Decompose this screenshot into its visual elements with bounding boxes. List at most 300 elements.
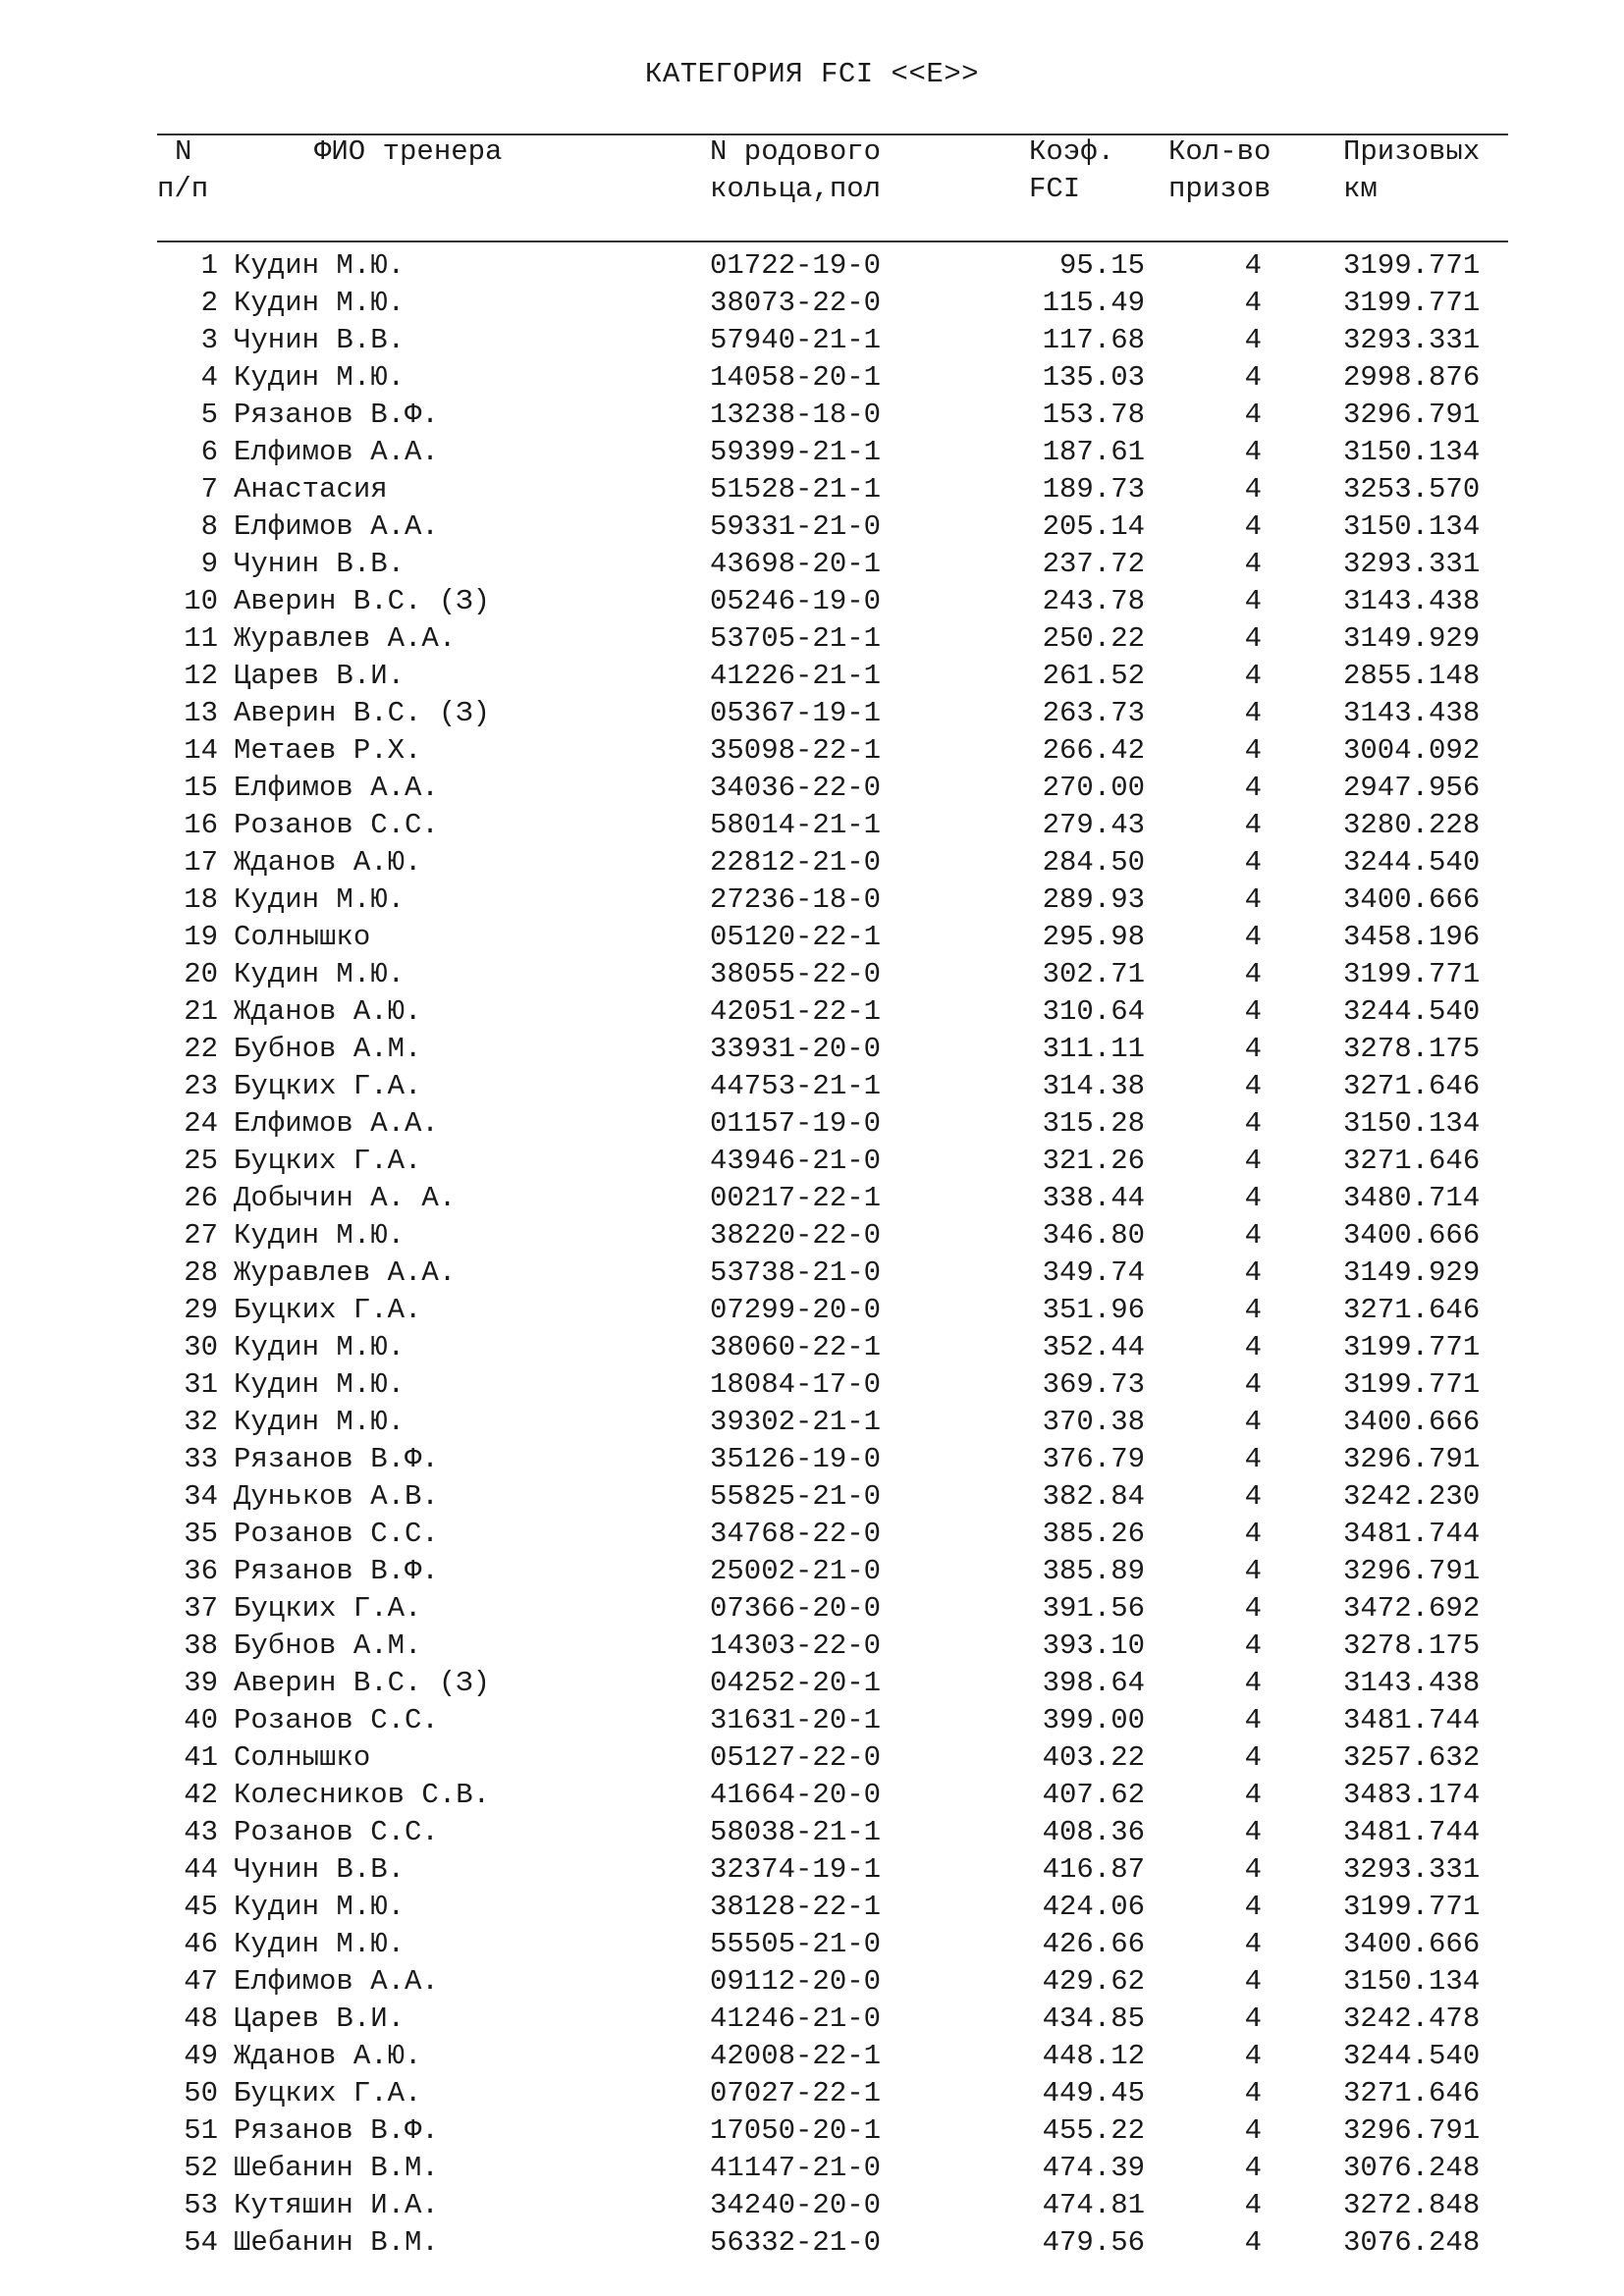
row-number: 53: [184, 2189, 218, 2221]
prize-count: 4: [1244, 809, 1262, 841]
prize-km: 3481.744: [1343, 1704, 1481, 1736]
prize-count: 4: [1244, 1965, 1262, 1998]
prize-km: 2998.876: [1343, 361, 1481, 394]
table-row: [0, 2150, 1624, 2187]
trainer-name: Солнышко: [234, 921, 371, 953]
ring-number: 41147-21-0: [710, 2152, 882, 2184]
header-count-line2: призов: [1168, 173, 1272, 205]
trainer-name: Аверин В.С. (З): [234, 697, 491, 729]
ring-number: 51528-21-1: [710, 473, 882, 506]
fci-coefficient: 474.81: [1042, 2189, 1145, 2221]
prize-km: 3481.744: [1343, 1816, 1481, 1848]
trainer-name: Чунин В.В.: [234, 1853, 406, 1886]
fci-coefficient: 385.26: [1042, 1518, 1145, 1550]
ring-number: 18084-17-0: [710, 1368, 882, 1401]
table-row: [0, 285, 1624, 322]
fci-coefficient: 434.85: [1042, 2002, 1145, 2035]
fci-coefficient: 263.73: [1042, 697, 1145, 729]
trainer-name: Кудин М.Ю.: [234, 1891, 406, 1923]
trainer-name: Шебанин В.М.: [234, 2226, 439, 2259]
fci-coefficient: 352.44: [1042, 1331, 1145, 1363]
prize-km: 3143.438: [1343, 1667, 1481, 1699]
prize-count: 4: [1244, 1779, 1262, 1811]
trainer-name: Елфимов А.А.: [234, 510, 439, 543]
table-row: [0, 2224, 1624, 2262]
prize-km: 3150.134: [1343, 1107, 1481, 1140]
trainer-name: Чунин В.В.: [234, 324, 406, 356]
prize-count: 4: [1244, 883, 1262, 916]
prize-count: 4: [1244, 1555, 1262, 1587]
table-row: [0, 1217, 1624, 1255]
prize-km: 3149.929: [1343, 622, 1481, 655]
ring-number: 42051-22-1: [710, 995, 882, 1028]
row-number: 36: [184, 1555, 218, 1587]
ring-number: 05367-19-1: [710, 697, 882, 729]
prize-km: 3400.666: [1343, 883, 1481, 916]
trainer-name: Бубнов А.М.: [234, 1033, 422, 1065]
prize-km: 3199.771: [1343, 249, 1481, 282]
fci-coefficient: 391.56: [1042, 1592, 1145, 1625]
row-number: 21: [184, 995, 218, 1028]
table-row: [0, 658, 1624, 695]
ring-number: 41226-21-1: [710, 660, 882, 692]
table-row: [0, 508, 1624, 546]
table-row: [0, 732, 1624, 770]
row-number: 28: [184, 1256, 218, 1289]
prize-km: 3199.771: [1343, 1891, 1481, 1923]
row-number: 25: [184, 1145, 218, 1177]
row-number: 39: [184, 1667, 218, 1699]
fci-coefficient: 407.62: [1042, 1779, 1145, 1811]
ring-number: 57940-21-1: [710, 324, 882, 356]
row-number: 11: [184, 622, 218, 655]
row-number: 47: [184, 1965, 218, 1998]
prize-km: 3199.771: [1343, 287, 1481, 319]
ring-number: 43946-21-0: [710, 1145, 882, 1177]
prize-km: 3150.134: [1343, 436, 1481, 468]
ring-number: 07366-20-0: [710, 1592, 882, 1625]
prize-km: 3293.331: [1343, 324, 1481, 356]
trainer-name: Розанов С.С.: [234, 1816, 439, 1848]
row-number: 22: [184, 1033, 218, 1065]
header-coef-line2: FCI: [1029, 173, 1081, 205]
table-row: [0, 993, 1624, 1031]
prize-count: 4: [1244, 1891, 1262, 1923]
fci-coefficient: 370.38: [1042, 1406, 1145, 1438]
prize-km: 3296.791: [1343, 2114, 1481, 2147]
ring-number: 32374-19-1: [710, 1853, 882, 1886]
prize-km: 3242.230: [1343, 1480, 1481, 1513]
prize-km: 3076.248: [1343, 2226, 1481, 2259]
fci-coefficient: 393.10: [1042, 1629, 1145, 1662]
fci-coefficient: 382.84: [1042, 1480, 1145, 1513]
prize-count: 4: [1244, 2114, 1262, 2147]
fci-coefficient: 289.93: [1042, 883, 1145, 916]
header-num-line1: N: [175, 135, 192, 168]
trainer-name: Чунин В.В.: [234, 548, 406, 580]
row-number: 24: [184, 1107, 218, 1140]
prize-km: 3244.540: [1343, 995, 1481, 1028]
row-number: 51: [184, 2114, 218, 2147]
fci-coefficient: 455.22: [1042, 2114, 1145, 2147]
row-number: 18: [184, 883, 218, 916]
table-row: [0, 1255, 1624, 1292]
row-number: 7: [200, 473, 218, 506]
trainer-name: Аверин В.С. (З): [234, 585, 491, 617]
prize-count: 4: [1244, 1256, 1262, 1289]
prize-count: 4: [1244, 324, 1262, 356]
ring-number: 39302-21-1: [710, 1406, 882, 1438]
prize-km: 3143.438: [1343, 585, 1481, 617]
prize-km: 3400.666: [1343, 1406, 1481, 1438]
trainer-name: Елфимов А.А.: [234, 1107, 439, 1140]
table-row: [0, 807, 1624, 844]
prize-count: 4: [1244, 1443, 1262, 1475]
fci-coefficient: 310.64: [1042, 995, 1145, 1028]
fci-coefficient: 349.74: [1042, 1256, 1145, 1289]
fci-coefficient: 369.73: [1042, 1368, 1145, 1401]
ring-number: 05120-22-1: [710, 921, 882, 953]
trainer-name: Анастасия: [234, 473, 388, 506]
table-row: [0, 1180, 1624, 1217]
table-row: [0, 1739, 1624, 1777]
ring-number: 13238-18-0: [710, 399, 882, 431]
prize-km: 3150.134: [1343, 510, 1481, 543]
trainer-name: Буцких Г.А.: [234, 1592, 422, 1625]
prize-km: 3400.666: [1343, 1219, 1481, 1252]
trainer-name: Буцких Г.А.: [234, 1070, 422, 1102]
fci-coefficient: 311.11: [1042, 1033, 1145, 1065]
trainer-name: Рязанов В.Ф.: [234, 1555, 439, 1587]
prize-km: 3271.646: [1343, 1070, 1481, 1102]
fci-coefficient: 398.64: [1042, 1667, 1145, 1699]
row-number: 14: [184, 734, 218, 767]
ring-number: 01157-19-0: [710, 1107, 882, 1140]
prize-count: 4: [1244, 995, 1262, 1028]
table-row: [0, 881, 1624, 919]
trainer-name: Кудин М.Ю.: [234, 287, 406, 319]
row-number: 12: [184, 660, 218, 692]
fci-coefficient: 403.22: [1042, 1741, 1145, 1774]
ring-number: 34036-22-0: [710, 772, 882, 804]
prize-count: 4: [1244, 697, 1262, 729]
prize-km: 3004.092: [1343, 734, 1481, 767]
prize-km: 3244.540: [1343, 846, 1481, 879]
fci-coefficient: 284.50: [1042, 846, 1145, 879]
fci-coefficient: 346.80: [1042, 1219, 1145, 1252]
table-row: [0, 247, 1624, 285]
row-number: 3: [200, 324, 218, 356]
prize-km: 3150.134: [1343, 1965, 1481, 1998]
prize-count: 4: [1244, 2040, 1262, 2072]
header-ring-line1: N родового: [710, 135, 882, 168]
row-number: 20: [184, 958, 218, 990]
prize-count: 4: [1244, 772, 1262, 804]
trainer-name: Бубнов А.М.: [234, 1629, 422, 1662]
ring-number: 01722-19-0: [710, 249, 882, 282]
trainer-name: Метаев Р.Х.: [234, 734, 422, 767]
prize-km: 3253.570: [1343, 473, 1481, 506]
ring-number: 04252-20-1: [710, 1667, 882, 1699]
ring-number: 38055-22-0: [710, 958, 882, 990]
ring-number: 41664-20-0: [710, 1779, 882, 1811]
header-num-line2: п/п: [157, 173, 209, 205]
prize-count: 4: [1244, 660, 1262, 692]
ring-number: 07299-20-0: [710, 1294, 882, 1326]
fci-coefficient: 243.78: [1042, 585, 1145, 617]
row-number: 38: [184, 1629, 218, 1662]
ring-number: 58038-21-1: [710, 1816, 882, 1848]
fci-coefficient: 408.36: [1042, 1816, 1145, 1848]
prize-km: 3278.175: [1343, 1033, 1481, 1065]
prize-count: 4: [1244, 1145, 1262, 1177]
trainer-name: Кудин М.Ю.: [234, 249, 406, 282]
fci-coefficient: 237.72: [1042, 548, 1145, 580]
prize-km: 3149.929: [1343, 1256, 1481, 1289]
prize-km: 3244.540: [1343, 2040, 1481, 2072]
fci-coefficient: 429.62: [1042, 1965, 1145, 1998]
prize-count: 4: [1244, 958, 1262, 990]
prize-count: 4: [1244, 361, 1262, 394]
prize-count: 4: [1244, 2189, 1262, 2221]
trainer-name: Кудин М.Ю.: [234, 1406, 406, 1438]
row-number: 15: [184, 772, 218, 804]
prize-km: 2947.956: [1343, 772, 1481, 804]
ring-number: 25002-21-0: [710, 1555, 882, 1587]
row-number: 37: [184, 1592, 218, 1625]
ring-number: 34768-22-0: [710, 1518, 882, 1550]
header-km-line1: Призовых: [1343, 135, 1481, 168]
trainer-name: Елфимов А.А.: [234, 436, 439, 468]
trainer-name: Буцких Г.А.: [234, 1294, 422, 1326]
prize-count: 4: [1244, 1480, 1262, 1513]
prize-km: 3472.692: [1343, 1592, 1481, 1625]
header-name: ФИО тренера: [314, 135, 503, 168]
ring-number: 44753-21-1: [710, 1070, 882, 1102]
prize-km: 3199.771: [1343, 958, 1481, 990]
trainer-name: Жданов А.Ю.: [234, 846, 422, 879]
ring-number: 35126-19-0: [710, 1443, 882, 1475]
fci-coefficient: 399.00: [1042, 1704, 1145, 1736]
prize-count: 4: [1244, 1667, 1262, 1699]
prize-count: 4: [1244, 2226, 1262, 2259]
table-row: [0, 1963, 1624, 2001]
trainer-name: Рязанов В.Ф.: [234, 399, 439, 431]
header-ring-line2: кольца,пол: [710, 173, 882, 205]
table-row: [0, 1031, 1624, 1068]
prize-count: 4: [1244, 1331, 1262, 1363]
prize-count: 4: [1244, 1033, 1262, 1065]
trainer-name: Жданов А.Ю.: [234, 995, 422, 1028]
trainer-name: Шебанин В.М.: [234, 2152, 439, 2184]
table-row: [0, 471, 1624, 508]
ring-number: 56332-21-0: [710, 2226, 882, 2259]
prize-count: 4: [1244, 2077, 1262, 2109]
ring-number: 53705-21-1: [710, 622, 882, 655]
ring-number: 59399-21-1: [710, 436, 882, 468]
prize-km: 3143.438: [1343, 697, 1481, 729]
ring-number: 38128-22-1: [710, 1891, 882, 1923]
prize-count: 4: [1244, 399, 1262, 431]
table-row: [0, 1366, 1624, 1404]
trainer-name: Розанов С.С.: [234, 809, 439, 841]
table-row: [0, 1441, 1624, 1478]
table-row: [0, 1851, 1624, 1889]
table-row: [0, 546, 1624, 583]
row-number: 5: [200, 399, 218, 431]
table-row: [0, 1814, 1624, 1851]
prize-count: 4: [1244, 1070, 1262, 1102]
table-row: [0, 583, 1624, 620]
row-number: 33: [184, 1443, 218, 1475]
prize-count: 4: [1244, 473, 1262, 506]
fci-coefficient: 351.96: [1042, 1294, 1145, 1326]
fci-coefficient: 279.43: [1042, 809, 1145, 841]
row-number: 29: [184, 1294, 218, 1326]
ring-number: 59331-21-0: [710, 510, 882, 543]
ring-number: 31631-20-1: [710, 1704, 882, 1736]
prize-count: 4: [1244, 1107, 1262, 1140]
prize-km: 3400.666: [1343, 1928, 1481, 1960]
row-number: 44: [184, 1853, 218, 1886]
prize-count: 4: [1244, 510, 1262, 543]
header-count-line1: Кол-во: [1168, 135, 1272, 168]
trainer-name: Кудин М.Ю.: [234, 1928, 406, 1960]
prize-count: 4: [1244, 548, 1262, 580]
row-number: 46: [184, 1928, 218, 1960]
prize-count: 4: [1244, 846, 1262, 879]
prize-km: 3296.791: [1343, 399, 1481, 431]
row-number: 32: [184, 1406, 218, 1438]
prize-km: 2855.148: [1343, 660, 1481, 692]
row-number: 40: [184, 1704, 218, 1736]
fci-coefficient: 115.49: [1042, 287, 1145, 319]
trainer-name: Журавлев А.А.: [234, 622, 457, 655]
trainer-name: Кудин М.Ю.: [234, 883, 406, 916]
prize-km: 3458.196: [1343, 921, 1481, 953]
fci-coefficient: 302.71: [1042, 958, 1145, 990]
row-number: 10: [184, 585, 218, 617]
table-row: [0, 770, 1624, 807]
fci-coefficient: 449.45: [1042, 2077, 1145, 2109]
prize-km: 3278.175: [1343, 1629, 1481, 1662]
row-number: 16: [184, 809, 218, 841]
fci-coefficient: 314.38: [1042, 1070, 1145, 1102]
table-row: [0, 2001, 1624, 2038]
fci-coefficient: 479.56: [1042, 2226, 1145, 2259]
prize-count: 4: [1244, 1406, 1262, 1438]
fci-coefficient: 261.52: [1042, 660, 1145, 692]
fci-coefficient: 189.73: [1042, 473, 1145, 506]
ring-number: 38220-22-0: [710, 1219, 882, 1252]
table-row: [0, 1702, 1624, 1739]
fci-coefficient: 95.15: [1058, 249, 1145, 282]
fci-coefficient: 338.44: [1042, 1182, 1145, 1214]
ring-number: 17050-20-1: [710, 2114, 882, 2147]
prize-count: 4: [1244, 622, 1262, 655]
ring-number: 07027-22-1: [710, 2077, 882, 2109]
fci-coefficient: 187.61: [1042, 436, 1145, 468]
ring-number: 35098-22-1: [710, 734, 882, 767]
ring-number: 14058-20-1: [710, 361, 882, 394]
table-row: [0, 2187, 1624, 2224]
ring-number: 38073-22-0: [710, 287, 882, 319]
trainer-name: Царев В.И.: [234, 2002, 406, 2035]
table-row: [0, 1665, 1624, 1702]
ring-number: 53738-21-0: [710, 1256, 882, 1289]
row-number: 23: [184, 1070, 218, 1102]
prize-km: 3481.744: [1343, 1518, 1481, 1550]
fci-coefficient: 295.98: [1042, 921, 1145, 953]
prize-count: 4: [1244, 1182, 1262, 1214]
fci-coefficient: 385.89: [1042, 1555, 1145, 1587]
row-number: 9: [200, 548, 218, 580]
fci-coefficient: 426.66: [1042, 1928, 1145, 1960]
prize-count: 4: [1244, 436, 1262, 468]
results-table-body: [0, 247, 1624, 2262]
table-row: [0, 397, 1624, 434]
table-row: [0, 1292, 1624, 1329]
row-number: 45: [184, 1891, 218, 1923]
row-number: 50: [184, 2077, 218, 2109]
table-row: [0, 1143, 1624, 1180]
row-number: 8: [200, 510, 218, 543]
prize-km: 3257.632: [1343, 1741, 1481, 1774]
prize-count: 4: [1244, 1704, 1262, 1736]
table-row: [0, 620, 1624, 658]
row-number: 19: [184, 921, 218, 953]
ring-number: 55505-21-0: [710, 1928, 882, 1960]
row-number: 43: [184, 1816, 218, 1848]
table-row: [0, 1926, 1624, 1963]
table-row: [0, 1068, 1624, 1105]
prize-km: 3480.714: [1343, 1182, 1481, 1214]
fci-coefficient: 266.42: [1042, 734, 1145, 767]
prize-km: 3199.771: [1343, 1368, 1481, 1401]
prize-km: 3293.331: [1343, 1853, 1481, 1886]
prize-count: 4: [1244, 1592, 1262, 1625]
prize-km: 3296.791: [1343, 1443, 1481, 1475]
ring-number: 34240-20-0: [710, 2189, 882, 2221]
prize-km: 3271.646: [1343, 1145, 1481, 1177]
fci-coefficient: 153.78: [1042, 399, 1145, 431]
prize-km: 3199.771: [1343, 1331, 1481, 1363]
fci-coefficient: 424.06: [1042, 1891, 1145, 1923]
row-number: 35: [184, 1518, 218, 1550]
prize-km: 3483.174: [1343, 1779, 1481, 1811]
row-number: 2: [200, 287, 218, 319]
row-number: 13: [184, 697, 218, 729]
prize-count: 4: [1244, 249, 1262, 282]
header-bottom-rule: [157, 240, 1508, 242]
prize-count: 4: [1244, 1629, 1262, 1662]
row-number: 1: [200, 249, 218, 282]
prize-km: 3293.331: [1343, 548, 1481, 580]
trainer-name: Рязанов В.Ф.: [234, 1443, 439, 1475]
trainer-name: Колесников С.В.: [234, 1779, 491, 1811]
row-number: 31: [184, 1368, 218, 1401]
row-number: 48: [184, 2002, 218, 2035]
ring-number: 42008-22-1: [710, 2040, 882, 2072]
ring-number: 00217-22-1: [710, 1182, 882, 1214]
prize-count: 4: [1244, 2152, 1262, 2184]
trainer-name: Кудин М.Ю.: [234, 1331, 406, 1363]
ring-number: 55825-21-0: [710, 1480, 882, 1513]
prize-km: 3271.646: [1343, 1294, 1481, 1326]
table-row: [0, 1329, 1624, 1366]
trainer-name: Елфимов А.А.: [234, 1965, 439, 1998]
fci-coefficient: 448.12: [1042, 2040, 1145, 2072]
